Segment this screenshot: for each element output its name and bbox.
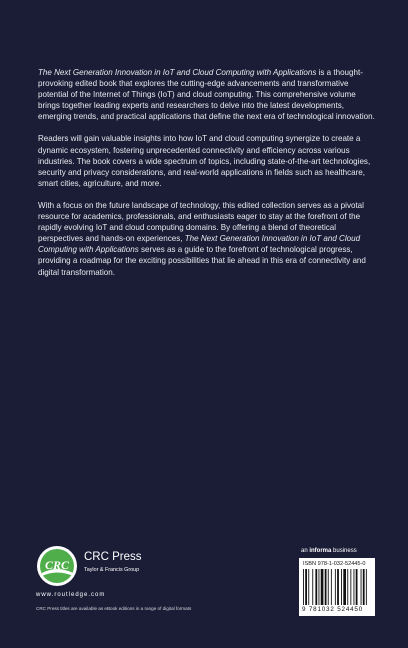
description-paragraph-3 — [38, 200, 376, 278]
informa-suffix: business — [331, 548, 357, 554]
ebook-note: CRC Press titles are available as eBook editions in a range of digital formats — [36, 606, 192, 611]
publisher-url[interactable]: www.routledge.com — [36, 592, 106, 598]
isbn-label: ISBN 978-1-032-52445-0 — [303, 561, 366, 567]
isbn-barcode — [299, 558, 375, 616]
crc-logo-icon — [36, 545, 78, 587]
crc-logo-text: CRC — [44, 558, 70, 572]
paragraph-3-end: serves as a guide to the forefront of technological progress, providing a roadmap for the exciting possibilities that lie ahead in this era of connectivity and digital transformation. — [38, 245, 366, 277]
paragraph-3-start: With a focus on the future landscape of technology, this edited collection serves as a pivotal resource for academics, professionals, and enthusiasts eager to stay at the forefront of the rapidly evolving IoT and cloud computing domains. By offering a blend of theoretical perspectives and hands-on experiences, — [38, 200, 364, 244]
informa-business — [301, 548, 357, 554]
book-title-italic: The Next Generation Innovation in IoT and Cloud Computing with Applications — [38, 68, 317, 77]
publisher-name: CRC Press — [84, 551, 142, 563]
book-title-italic: The Next Generation Innovation in IoT and Cloud Computing with Applications — [38, 234, 361, 255]
publisher-group: Taylor & Francis Group — [84, 567, 140, 573]
barcode-number: 9 781032 524450 — [302, 606, 364, 613]
description-text — [38, 67, 376, 289]
publisher-logo — [36, 545, 236, 595]
description-paragraph-1 — [38, 67, 376, 122]
paragraph-1-text: is a thought-provoking edited book that explores the cutting-edge advancements and transformative potential of the Internet of Things (IoT) and cloud computing. This comprehensive volume brings together leading experts and researchers to delve into the latest developments, emerging trends, and practical applications that define the next era of technological innovation. — [38, 68, 375, 122]
informa-prefix: an — [301, 548, 310, 554]
informa-brand: informa — [309, 548, 332, 554]
description-paragraph-2: Readers will gain valuable insights into how IoT and cloud computing synergize to create a dynamic ecosystem, fostering unprecedented connectivity and efficiency across various industries. The book covers a wide spectrum of topics, including state-of-the-art technologies, security and privacy considerations, and real-world applications in fields such as healthcare, smart cities, agriculture, and more. — [38, 134, 371, 188]
barcode-icon — [303, 569, 371, 605]
